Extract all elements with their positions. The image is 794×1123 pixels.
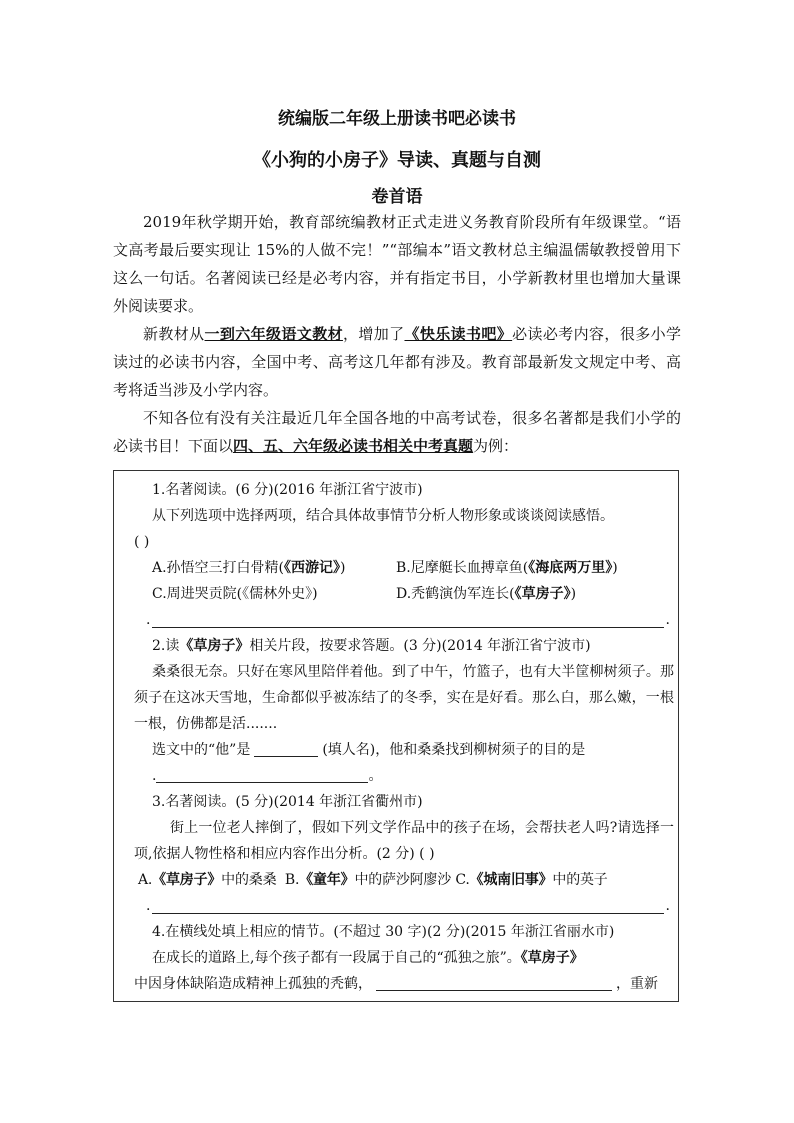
question-4-line-2	[134, 971, 674, 997]
option-c: C.周进哭贡院(《儒林外史》)	[152, 586, 318, 602]
text-run: 中的萨沙阿廖沙	[354, 872, 452, 888]
option-a	[138, 872, 276, 888]
question-1-answer-line[interactable]	[146, 607, 670, 628]
text-run: 2.读	[152, 638, 180, 654]
line-dot: .	[665, 612, 670, 628]
question-4	[134, 919, 674, 997]
text-run: 中的桑桑	[221, 872, 277, 888]
preface-paragraph-3	[113, 404, 681, 460]
emphasis-text: 一到六年级语文教材	[204, 325, 343, 343]
text-run: 中因身体缺陷造成精神上孤独的秃鹤，	[134, 976, 372, 992]
question-3-prompt: 街上一位老人摔倒了，假如下列文学作品中的孩子在场，会帮扶老人吗?请选择一项,依据人物性格和相应内容作出分析。(2 分) ( )	[134, 820, 674, 862]
name-answer-blank[interactable]	[254, 740, 318, 757]
question-2-passage: 桑桑很无奈。只好在寒风里陪伴着他。到了中午，竹篮子，也有大半筐柳树须子。那须子在这冰天雪地，生命都似乎被冻结了的冬季，实在是好看。那么白，那么嫩，一根一根，仿佛都是活.......	[134, 664, 674, 732]
document-title: 统编版二年级上册读书吧必读书	[278, 109, 516, 129]
question-1-options-cd	[134, 581, 674, 607]
question-1-prompt: 从下列选项中选择两项，结合具体故事情节分析人物形象或谈谈阅读感悟。	[152, 508, 614, 524]
text-run: C.	[455, 872, 470, 888]
text-run: D.秃鹤演伪军连长(	[396, 586, 515, 602]
question-1-heading: 1.名著阅读。(6 分)(2016 年浙江省宁波市)	[152, 482, 423, 498]
text-run: 必读必考内容，很多小学读过的必读书内容，全国中考、高考这几年都有涉及。教育部最新发文规定中考、高考将适当涉及小学内容。	[113, 325, 681, 399]
line-dot: .	[665, 898, 670, 914]
emphasis-text: 四、五、六年级必读书相关中考真题	[233, 437, 474, 455]
book-title: 《城南旧事》	[469, 872, 553, 888]
book-title: 《草房子》	[520, 950, 584, 966]
text-run: )	[612, 560, 618, 576]
question-2-heading	[134, 633, 674, 659]
document-subtitle: 《小狗的小房子》导读、真题与自测	[253, 150, 541, 171]
book-title: 《草房子》	[152, 872, 222, 888]
question-1	[134, 477, 674, 628]
option-b	[396, 560, 618, 576]
question-2-ask	[134, 737, 674, 763]
purpose-answer-blank[interactable]	[156, 766, 368, 783]
line-dot: .	[152, 768, 157, 784]
text-run: 不知各位有没有关注最近几年全国各地的中高考试卷，很多名著都是我们小学的必读书目！下面以	[113, 409, 681, 455]
question-3-heading: 3.名著阅读。(5 分)(2014 年浙江省衢州市)	[152, 794, 423, 810]
book-title: 《草房子》	[514, 586, 571, 602]
line-dot: .	[146, 898, 151, 914]
question-2-ask-continued	[134, 763, 674, 789]
exam-questions-box	[113, 470, 679, 1002]
question-1-answer-paren[interactable]: ( )	[134, 534, 150, 550]
question-4-heading: 4.在横线处填上相应的情节。(不超过 30 字)(2 分)(2015 年浙江省丽水市)	[152, 924, 615, 940]
option-a	[152, 555, 396, 581]
emphasis-text: 《快乐读书吧》	[404, 325, 513, 343]
option-b	[285, 872, 451, 888]
book-title: 《童年》	[299, 872, 355, 888]
question-3-options	[134, 867, 674, 893]
preface-body	[113, 208, 681, 460]
text-run: )	[570, 586, 577, 602]
text-run: ，重新	[616, 976, 658, 992]
book-title: 《海底两万里》	[528, 560, 613, 576]
question-4-line-1	[134, 945, 674, 971]
text-run: A.孙悟空三打白骨精(	[152, 560, 285, 576]
text-run: (填人名)，他和桑桑找到柳树须子的目的是	[322, 742, 586, 758]
line-dot: .	[146, 612, 151, 628]
text-run: 在成长的道路上,每个孩子都有一段属于自己的“孤独之旅”。	[152, 950, 521, 966]
option-d	[396, 586, 576, 602]
preface-paragraph-2	[113, 320, 681, 404]
text-run: B.尼摩艇长血搏章鱼(	[396, 560, 529, 576]
question-3-answer-line[interactable]	[146, 893, 670, 914]
book-title: 《西游记》	[284, 560, 341, 576]
section-heading-preface: 卷首语	[371, 187, 423, 207]
text-run: 。	[368, 768, 383, 784]
preface-paragraph-1: 2019年秋学期开始，教育部统编教材正式走进义务教育阶段所有年级课堂。“语文高考最后要实现让 15%的人做不完！”“部编本”语文教材总主编温儒敏教授曾用下这么一句话。名著阅读已经是必考内容，并有指定书目，小学新教材里也增加大量课外阅读要求。	[113, 213, 681, 315]
plot-answer-blank[interactable]	[376, 974, 612, 991]
question-1-options-ab	[134, 555, 674, 581]
text-run: A.	[138, 872, 153, 888]
text-run: 选文中的“他”是	[152, 742, 251, 758]
book-title: 《草房子》	[179, 638, 250, 654]
text-run: 相关片段，按要求答题。(3 分)(2014 年浙江省宁波市)	[249, 638, 591, 654]
option-c	[455, 872, 607, 888]
text-run: 中的英子	[552, 872, 608, 888]
text-run: B.	[284, 872, 300, 888]
question-3	[134, 789, 674, 914]
text-run: 新教材从	[143, 325, 205, 343]
text-run: ，增加了	[342, 325, 405, 343]
text-run: )	[340, 560, 346, 576]
text-run: 为例：	[473, 437, 519, 455]
question-2	[134, 633, 674, 789]
